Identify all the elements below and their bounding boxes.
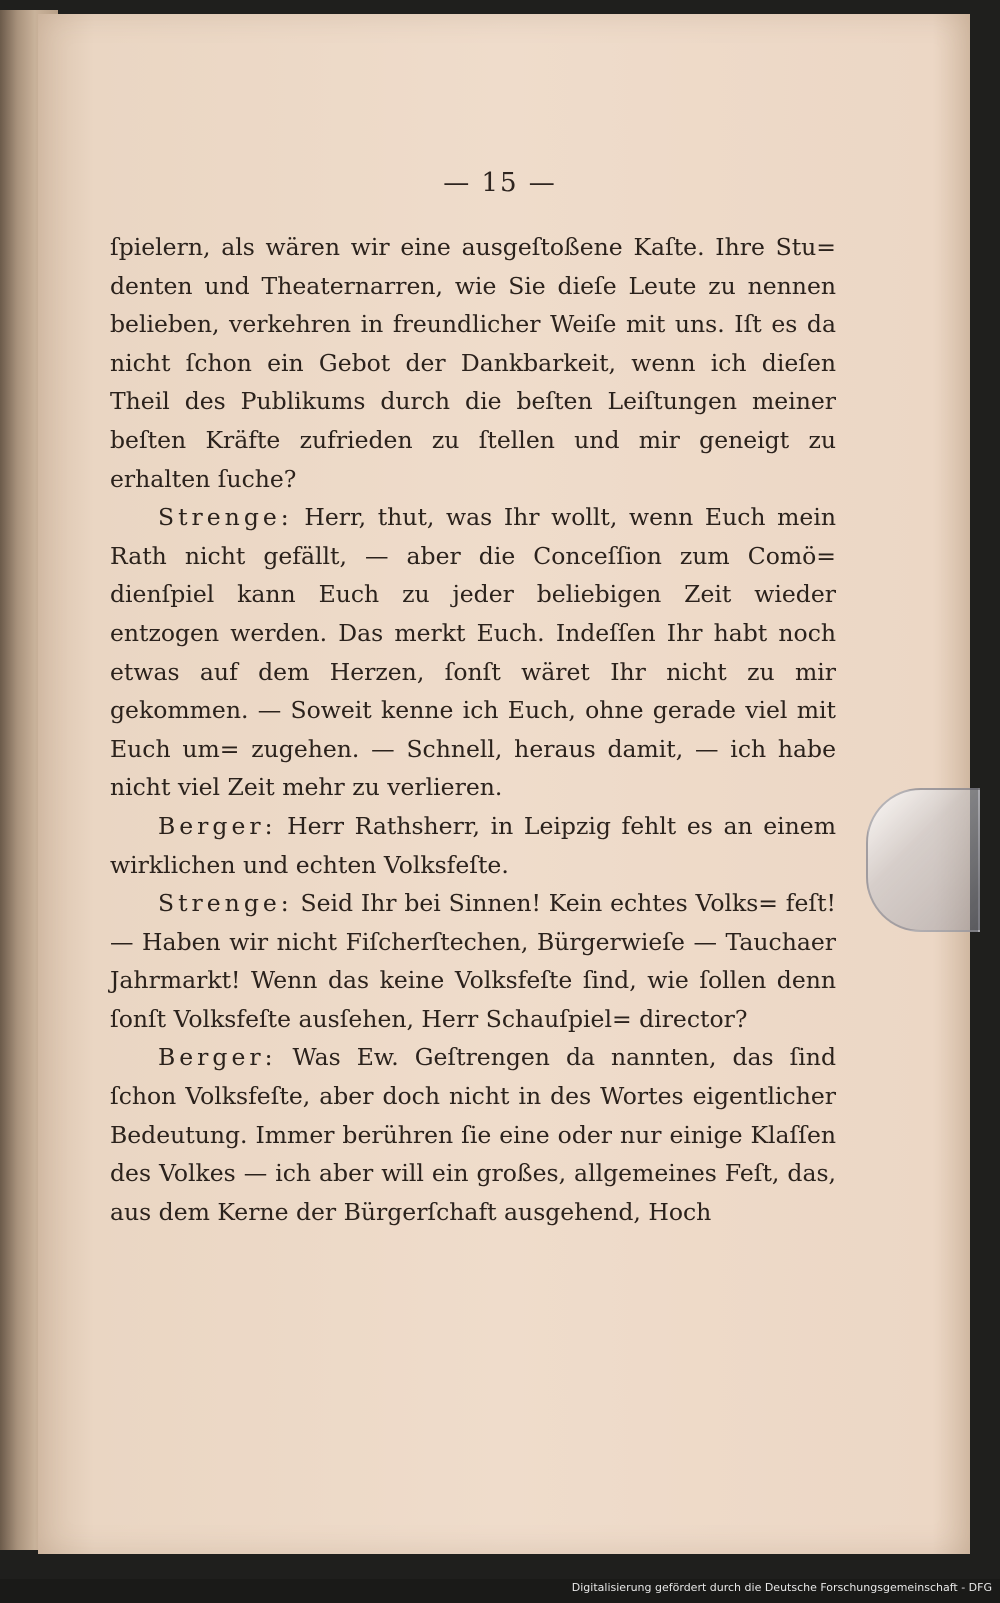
speaker-name: Berger: (158, 811, 277, 840)
paragraph (110, 884, 836, 1038)
speaker-name: Strenge: (158, 889, 293, 918)
body-text (110, 228, 836, 1231)
paragraph-text: ſpielern, als wären wir eine ausgeſtoßene Kaſte. Ihre Stu= denten und Theaternarren, wie Sie dieſe Leute zu nennen belieben, verkehren in freundlicher Weiſe mit uns. Iſt es da nicht ſchon ein Gebot der Dankbarkeit, wenn ich dieſen Theil des Publikums durch die beſten Leiſtungen meiner beſten Kräfte zufrieden zu ſtellen und mir geneigt zu erhalten ſuche? (110, 233, 836, 493)
paragraph-text: Seid Ihr bei Sinnen! Kein echtes Volks= feſt! — Haben wir nicht Fiſcherſtechen, Bürgerwieſe — Tauchaer Jahrmarkt! Wenn das keine Volksfeſte ſind, wie ſollen denn ſonſt Volksfeſte ausſehen, Herr Schauſpiel= director? (110, 889, 836, 1033)
paragraph-text: Was Ew. Geſtrengen da nannten, das ſind ſchon Volksfeſte, aber doch nicht in des Wortes eigentlicher Bedeutung. Immer berühren ſie eine oder nur einige Klaſſen des Volkes — ich aber will ein großes, allgemeines Feſt, das, aus dem Kerne der Bürgerſchaft ausgehend, Hoch (110, 1043, 836, 1226)
paragraph (110, 498, 836, 807)
paragraph (110, 807, 836, 884)
speaker-name: Strenge: (158, 503, 293, 532)
digitization-credit: Digitalisierung gefördert durch die Deutsche Forschungsgemeinschaft - DFG (571, 1581, 992, 1594)
page-number: — 15 — (443, 168, 557, 198)
paragraph (110, 228, 836, 498)
paragraph (110, 1038, 836, 1231)
page-clip (866, 788, 980, 932)
paragraph-text: Herr Rathsherr, in Leipzig fehlt es an einem wirklichen und echten Volksfeſte. (110, 811, 836, 879)
speaker-name: Berger: (158, 1043, 277, 1072)
paragraph-text: Herr, thut, was Ihr wollt, wenn Euch mein Rath nicht gefällt, — aber die Conceſſion zum Comö= dienſpiel kann Euch zu jeder beliebigen Zeit wieder entzogen werden. Das merkt Euch. Indeſſen Ihr habt noch etwas auf dem Herzen, ſonſt wäret Ihr nicht zu mir gekommen. — Soweit kenne ich Euch, ohne gerade viel mit Euch um= zugehen. — Schnell, heraus damit, — ich habe nicht viel Zeit mehr zu verlieren. (110, 503, 836, 802)
